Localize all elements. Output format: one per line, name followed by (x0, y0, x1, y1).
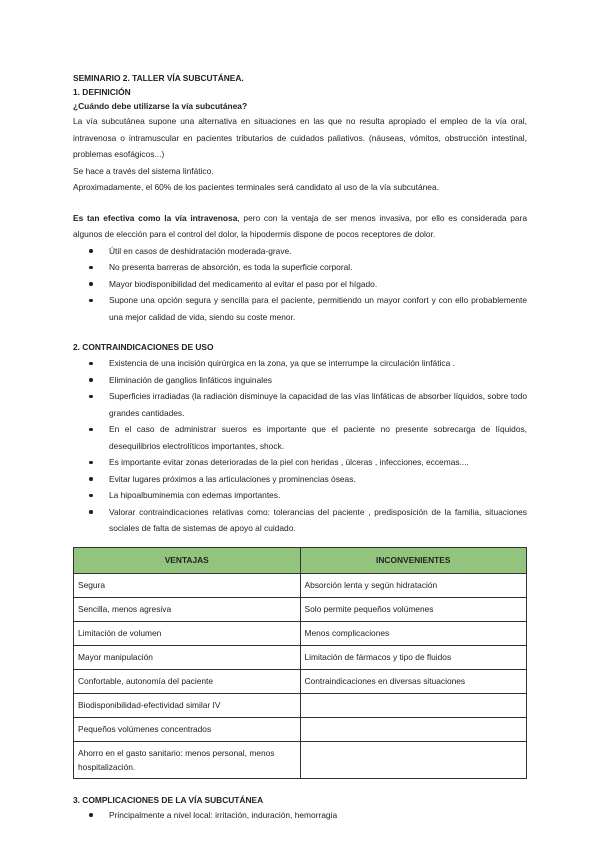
list-item: No presenta barreras de absorción, es toda la superficie corporal. (109, 259, 527, 276)
section-3-heading: 3. COMPLICACIONES DE LA VÍA SUBCUTÁNEA (73, 794, 264, 805)
table-cell: Ahorro en el gasto sanitario: menos personal, menos hospitalización. (74, 741, 301, 778)
list-item: Es importante evitar zonas deterioradas de la piel con heridas , úlceras , infecciones, eccemas.... (109, 454, 527, 471)
list-item: Valorar contraindicaciones relativas como: tolerancias del paciente , predisposición de la familia, situaciones sociales de falta de sistemas de apoyo al cuidado. (109, 504, 527, 537)
document-page (73, 71, 527, 823)
paragraph: La vía subcutánea supone una alternativa en situaciones en las que no resulta apropiado el empleo de la vía oral, intravenosa o intramuscular en pacientes tributarios de cuidados paliativos. (náuseas, vómitos, obstrucción intestinal, problemas esofágicos...) (73, 116, 527, 159)
header-ventajas: VENTAJAS (74, 547, 301, 573)
paragraph: Se hace a través del sistema linfático. (73, 165, 214, 176)
header-inconvenientes: INCONVENIENTES (300, 547, 527, 573)
table-header-row (74, 547, 527, 573)
table-cell: Confortable, autonomía del paciente (74, 669, 301, 693)
section-2-heading: 2. CONTRAINDICACIONES DE USO (73, 342, 214, 352)
bold-text: Es tan efectiva como la vía intravenosa (73, 212, 238, 223)
list-item: Principalmente a nivel local: irritación, induración, hemorragia (109, 807, 527, 824)
section-1-heading: 1. DEFINICIÓN (73, 87, 131, 97)
table-cell (300, 741, 527, 778)
table-cell: Biodisponibilidad-efectividad similar IV (74, 693, 301, 717)
list-item: Evitar lugares próximos a las articulaciones y prominencias óseas. (109, 471, 527, 488)
paragraph (73, 210, 527, 243)
list-item: Útil en casos de deshidratación moderada-grave. (109, 243, 527, 260)
list-item: Mayor biodisponibilidad del medicamento al evitar el paso por el hígado. (109, 276, 527, 293)
table-row (74, 645, 527, 669)
table-row (74, 597, 527, 621)
table-cell (300, 717, 527, 741)
section-1-list (73, 243, 527, 326)
list-item: Existencia de una incisión quirúrgica en la zona, ya que se interrumpe la circulación linfática . (109, 355, 527, 372)
document-title: SEMINARIO 2. TALLER VÍA SUBCUTÁNEA. (73, 73, 244, 83)
list-item: Supone una opción segura y sencilla para el paciente, permitiendo un mayor confort y con ello probablemente una mejor calidad de vida, siendo su coste menor. (109, 292, 527, 325)
table-cell: Sencilla, menos agresiva (74, 597, 301, 621)
table-cell: Segura (74, 573, 301, 597)
paragraph: Aproximadamente, el 60% de los pacientes terminales será candidato al uso de la vía subcutánea. (73, 182, 439, 192)
table-row (74, 717, 527, 741)
section-2-list (73, 355, 527, 537)
table-cell: Menos complicaciones (300, 621, 527, 645)
table-cell (300, 693, 527, 717)
table-cell: Limitación de volumen (74, 621, 301, 645)
list-item: La hipoalbuminemia con edemas importantes. (109, 487, 527, 504)
table-cell: Contraindicaciones en diversas situaciones (300, 669, 527, 693)
table-row (74, 741, 527, 778)
table-cell: Solo permite pequeños volúmenes (300, 597, 527, 621)
table-row (74, 573, 527, 597)
list-item: Superficies irradiadas (la radiación disminuye la capacidad de las vías linfáticas de absorber líquidos, sobre todo grandes cantidades. (109, 388, 527, 421)
table-row (74, 669, 527, 693)
table-cell: Mayor manipulación (74, 645, 301, 669)
pros-cons-table (73, 547, 527, 779)
list-item: Eliminación de ganglios linfáticos inguinales (109, 372, 527, 389)
table-cell: Absorción lenta y según hidratación (300, 573, 527, 597)
section-3-list (73, 807, 527, 824)
table-row (74, 693, 527, 717)
section-1-question: ¿Cuándo debe utilizarse la vía subcutánea? (73, 101, 248, 111)
table-row (74, 621, 527, 645)
list-item: En el caso de administrar sueros es importante que el paciente no presente sobrecarga de líquidos, desequilibrios electrolíticos importantes, shock. (109, 421, 527, 454)
paragraph-text: , pero con la ventaja de ser menos invasiva, por ello es considerada para algunos de elección para el control del dolor, la hipodermis dispone de pocos receptores de dolor. (73, 212, 528, 239)
table-cell: Limitación de fármacos y tipo de fluidos (300, 645, 527, 669)
table-cell: Pequeños volúmenes concentrados (74, 717, 301, 741)
